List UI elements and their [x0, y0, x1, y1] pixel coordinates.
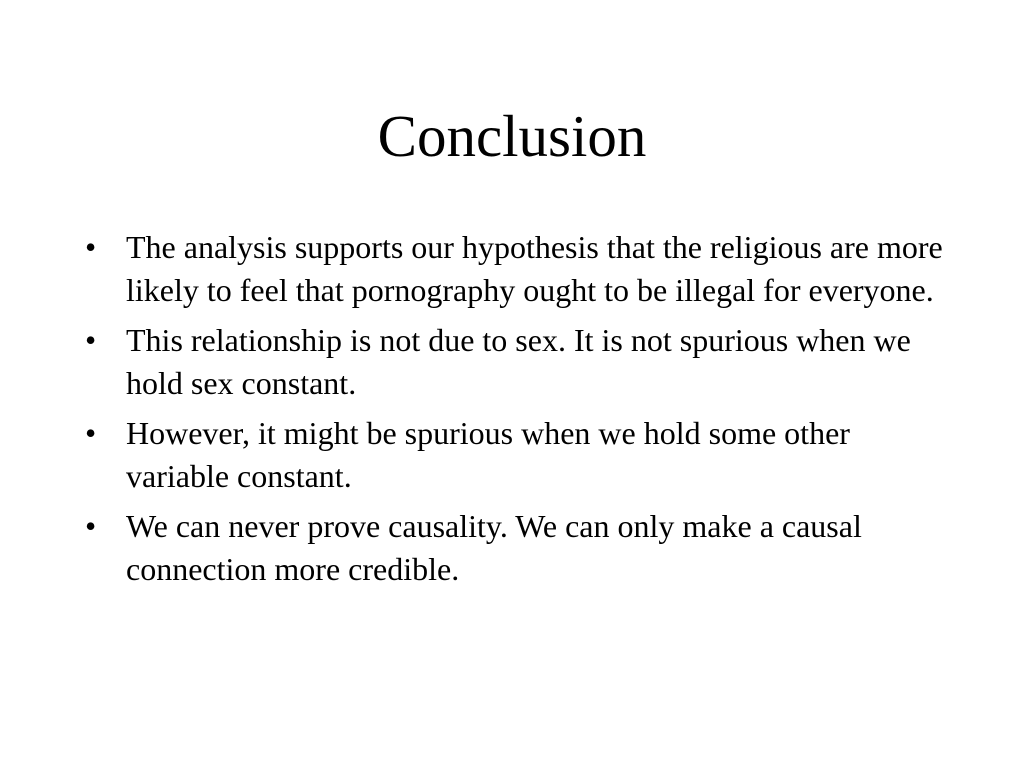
- bullet-icon: •: [85, 508, 97, 544]
- slide-title: Conclusion: [377, 103, 647, 169]
- bullet-icon: •: [85, 415, 97, 451]
- bullet-text: We can never prove causality. We can only make a causal connection more credible.: [126, 508, 862, 587]
- bullet-icon: •: [85, 322, 97, 358]
- bullet-text: However, it might be spurious when we hold some other variable constant.: [126, 415, 850, 494]
- bullet-icon: •: [85, 229, 97, 265]
- bullet-text: The analysis supports our hypothesis that the religious are more likely to feel that pornography ought to be illegal for everyone.: [126, 229, 943, 308]
- bullet-item: [85, 319, 955, 404]
- bullet-item: [85, 226, 955, 311]
- bullet-text: This relationship is not due to sex. It is not spurious when we hold sex constant.: [126, 322, 911, 401]
- bullet-item: [85, 412, 955, 497]
- bullet-item: [85, 505, 955, 590]
- bullet-list: [85, 226, 955, 598]
